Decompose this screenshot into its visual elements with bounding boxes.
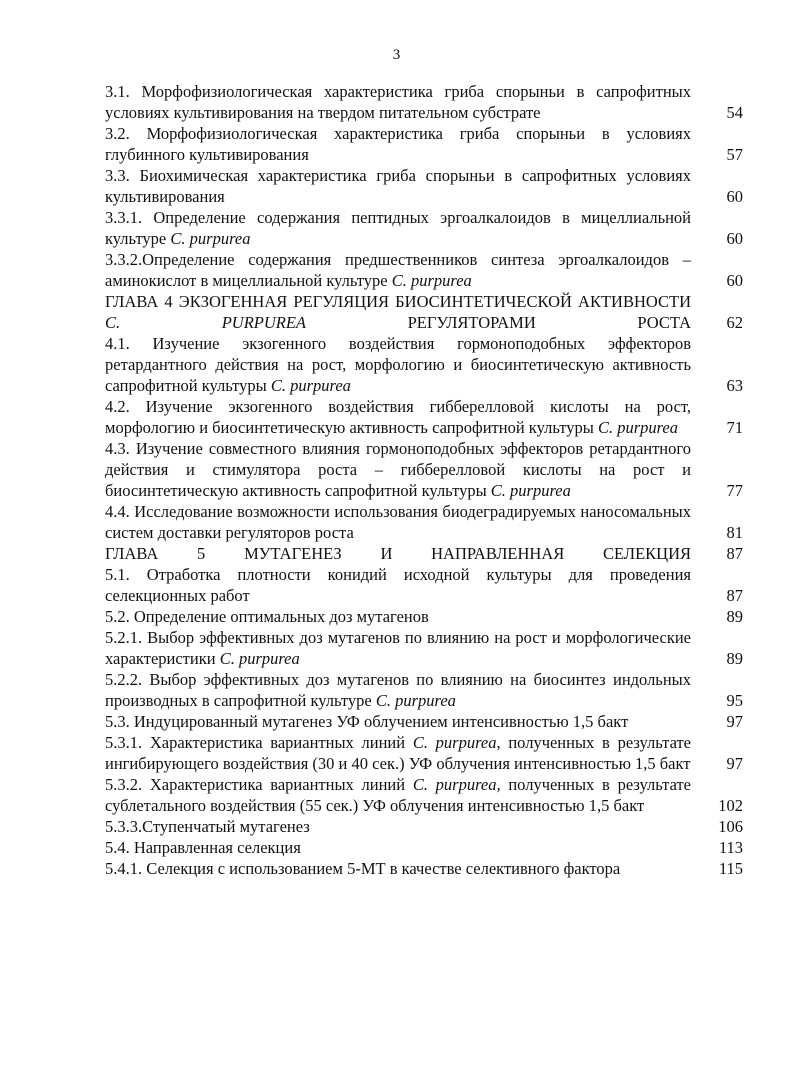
toc-entry-text: 5.2.2. Выбор эффективных доз мутагенов по влиянию на биосинтез индольных производных в сапрофитной культуре C. purpurea [105, 670, 691, 710]
toc-chapter-heading: ГЛАВА 5 МУТАГЕНЕЗ И НАПРАВЛЕННАЯ СЕЛЕКЦИЯ [105, 544, 691, 563]
toc-page-ref: 60 [726, 229, 743, 248]
toc-entry-3-2 [0, 123, 793, 165]
species-name: C. purpurea [270, 376, 351, 395]
toc-entry-text: 4.4. Исследование возможности использования биодеградируемых наносомальных систем доставки регуляторов роста [105, 502, 691, 542]
toc-page-ref: 87 [726, 586, 743, 605]
toc-entry-5-4 [0, 837, 793, 858]
toc-entry-chapter-4 [0, 291, 793, 333]
toc-entry-text: 4.2. Изучение экзогенного воздействия гиббереллoвой кислоты на рост, морфологию и биосинтетическую активность сапрофитной культуры C. purpurea [105, 397, 691, 437]
toc-entry-text: 5.4.1. Селекция с использованием 5-МТ в качестве селективного фактора [105, 859, 621, 878]
species-name: C. purpurea [391, 271, 472, 290]
toc-entry-4-3 [0, 438, 793, 501]
toc-page-ref: 102 [718, 796, 743, 815]
toc-entry-text: 5.1. Отработка плотности конидий исходной культуры для проведения селекционных работ [105, 565, 691, 605]
toc-entry-text: 4.1. Изучение экзогенного воздействия гормоноподобных эффекторов ретардантного действия на рост, морфологию и биосинтетическую активность сапрофитной культуры C. purpurea [105, 334, 691, 395]
toc-entry-5-2-1 [0, 627, 793, 669]
species-name: C. purpurea [170, 229, 251, 248]
toc-entry-text: 5.2. Определение оптимальных доз мутагенов [105, 607, 429, 626]
toc-page-ref: 97 [726, 712, 743, 731]
page-number: 3 [392, 47, 401, 63]
toc-entry-4-4 [0, 501, 793, 543]
toc-entry-text: 3.3.2.Определение содержания предшественников синтеза эргоалкалоидов – аминокислот в мицеллиальной культуре C. purpurea [105, 250, 691, 290]
toc-entry-5-3 [0, 711, 793, 732]
toc-entry-3-3-2 [0, 249, 793, 291]
toc-entry-text: 5.3. Индуцированный мутагенез УФ облучением интенсивностью 1,5 бакт [105, 712, 629, 731]
toc-page-ref: 89 [726, 607, 743, 626]
toc-entry-chapter-5 [0, 543, 793, 564]
species-name: C. purpurea [219, 649, 300, 668]
toc-entry-text: 3.2. Морфофизиологическая характеристика гриба спорыньи в условиях глубинного культивирования [105, 124, 691, 164]
toc-page-ref: 62 [726, 313, 743, 332]
table-of-contents [0, 81, 793, 879]
toc-entry-4-2 [0, 396, 793, 438]
toc-entry-5-4-1 [0, 858, 793, 879]
toc-page-ref: 54 [726, 103, 743, 122]
toc-chapter-heading: ГЛАВА 4 ЭКЗОГЕННАЯ РЕГУЛЯЦИЯ БИОСИНТЕТИЧЕСКОЙ АКТИВНОСТИ C. PURPUREA РЕГУЛЯТОРАМИ РОСТА [105, 292, 691, 332]
toc-entry-5-3-1 [0, 732, 793, 774]
species-name: C. purpurea [375, 691, 456, 710]
toc-entry-5-2-2 [0, 669, 793, 711]
toc-entry-5-1 [0, 564, 793, 606]
toc-page-ref: 60 [726, 271, 743, 290]
species-name: C. purpurea, [412, 775, 501, 794]
toc-entry-text: 5.3.1. Характеристика вариантных линий C. purpurea, полученных в результате ингибирующего воздействия (30 и 40 сек.) УФ облучения интенсивностью 1,5 бакт [105, 733, 692, 773]
toc-entry-text: 4.3. Изучение совместного влияния гормоноподобных эффекторов ретардантного действия и стимулятора роста – гибберелловой кислоты на рост и биосинтетическую активность сапрофитной культуры C. purpurea [105, 439, 691, 500]
toc-page-ref: 87 [726, 544, 743, 563]
toc-page-ref: 60 [726, 187, 743, 206]
toc-entry-text: 5.3.2. Характеристика вариантных линий C. purpurea, полученных в результате сублетального воздействия (55 сек.) УФ облучения интенсивностью 1,5 бакт [105, 775, 692, 815]
toc-page-ref: 89 [726, 649, 743, 668]
toc-entry-text: 5.2.1. Выбор эффективных доз мутагенов по влиянию на рост и морфологические характеристики C. purpurea [105, 628, 691, 668]
toc-entry-3-3 [0, 165, 793, 207]
toc-page-ref: 115 [718, 859, 743, 878]
toc-page-ref: 106 [718, 817, 743, 836]
toc-entry-3-1 [0, 81, 793, 123]
toc-entry-4-1 [0, 333, 793, 396]
toc-page-ref: 95 [726, 691, 743, 710]
toc-page-ref: 97 [726, 754, 743, 773]
toc-page-ref: 57 [726, 145, 743, 164]
toc-entry-text: 5.3.3.Ступенчатый мутагенез [105, 817, 310, 836]
toc-page-ref: 63 [726, 376, 743, 395]
toc-entry-5-3-3 [0, 816, 793, 837]
species-name: C. purpurea [490, 481, 571, 500]
toc-entry-text: 3.3. Биохимическая характеристика гриба спорыньи в сапрофитных условиях культивирования [105, 166, 691, 206]
toc-page-ref: 81 [726, 523, 743, 542]
toc-entry-text: 3.3.1. Определение содержания пептидных эргоалкалоидов в мицеллиальной культуре C. purpurea [105, 208, 691, 248]
toc-entry-5-2 [0, 606, 793, 627]
species-name: C. purpurea, [412, 733, 501, 752]
species-name: C. PURPUREA [105, 313, 307, 332]
toc-page-ref: 71 [726, 418, 743, 437]
toc-entry-text: 5.4. Направленная селекция [105, 838, 301, 857]
species-name: C. purpurea [597, 418, 678, 437]
toc-entry-text: 3.1. Морфофизиологическая характеристика гриба спорыньи в сапрофитных условиях культивирования на твердом питательном субстрате [105, 82, 691, 122]
toc-page-ref: 113 [718, 838, 743, 857]
toc-entry-5-3-2 [0, 774, 793, 816]
toc-page-ref: 77 [726, 481, 743, 500]
toc-entry-3-3-1 [0, 207, 793, 249]
